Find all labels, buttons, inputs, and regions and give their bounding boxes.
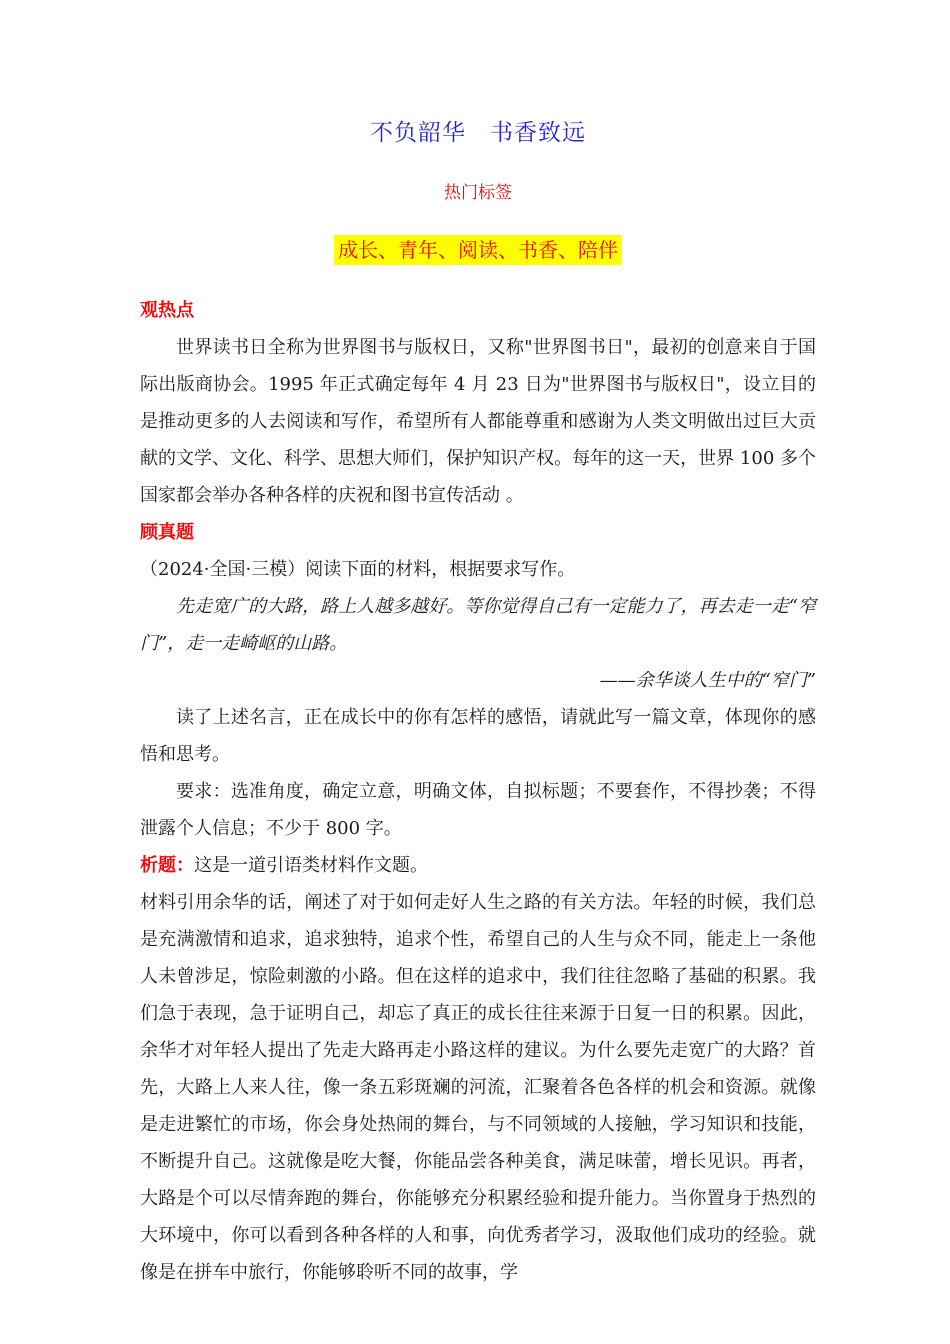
section-heading-exam: 顾真题 [140, 522, 194, 543]
analysis-intro: 这是一道引语类材料作文题。 [194, 855, 428, 876]
hotspot-paragraph: 世界读书日全称为世界图书与版权日，又称"世界图书日"，最初的创意来自于国际出版商协会。1995 年正式确定每年 4 月 23 日为"世界图书与版权日"，设立目的是推动更多的人去阅读和写作，希望所有人都能尊重和感谢为人类文明做出过巨大贡献的文学、文化、科学、思想大师们，保护知识产权。每年的这一天，世界 100 多个国家都会举办各种各样的庆祝和图书宣传活动 。 [140, 337, 816, 506]
hot-tags-heading: 热门标签 [444, 183, 512, 203]
exam-prompt: 读了上述名言，正在成长中的你有怎样的感悟，请就此写一篇文章，体现你的感悟和思考。 [140, 707, 816, 765]
analysis-label: 析题： [140, 855, 194, 876]
highlighted-tags: 成长、青年、阅读、书香、陪伴 [334, 235, 622, 265]
exam-requirements: 要求：选准角度，确定立意，明确文体，自拟标题；不要套作，不得抄袭；不得泄露个人信息；不少于 800 字。 [140, 781, 816, 839]
document-body [140, 292, 816, 1291]
section-heading-hotspot: 观热点 [140, 300, 194, 321]
quote-attribution: ——余华谈人生中的“窄门” [599, 670, 816, 691]
exam-source-line: （2024·全国·三模）阅读下面的材料，根据要求写作。 [140, 559, 576, 580]
exam-quote: 先走宽广的大路，路上人越多越好。等你觉得自己有一定能力了，再去走一走“窄门”，走一走崎岖的山路。 [140, 596, 816, 654]
analysis-intro-line [140, 847, 816, 884]
tags-line [140, 235, 816, 266]
analysis-body: 材料引用余华的话，阐述了对于如何走好人生之路的有关方法。年轻的时候，我们总是充满激情和追求，追求独特，追求个性，希望自己的人生与众不同，能走上一条他人未曾涉足，惊险刺激的小路。但在这样的追求中，我们往往忽略了基础的积累。我们急于表现，急于证明自己，却忘了真正的成长往往来源于日复一日的积累。因此，余华才对年轻人提出了先走大路再走小路这样的建议。为什么要先走宽广的大路？首先，大路上人来人往，像一条五彩斑斓的河流，汇聚着各色各样的机会和资源。就像是走进繁忙的市场，你会身处热闹的舞台，与不同领域的人接触，学习知识和技能，不断提升自己。这就像是吃大餐，你能品尝各种美食，满足味蕾，增长见识。再者，大路是个可以尽情奔跑的舞台，你能够充分积累经验和提升能力。当你置身于热烈的大环境中，你可以看到各种各样的人和事，向优秀者学习，汲取他们成功的经验。就像是在拼车中旅行，你能够聆听不同的故事，学 [140, 892, 816, 1283]
document-title: 不负韶华 书香致远 [370, 120, 586, 146]
